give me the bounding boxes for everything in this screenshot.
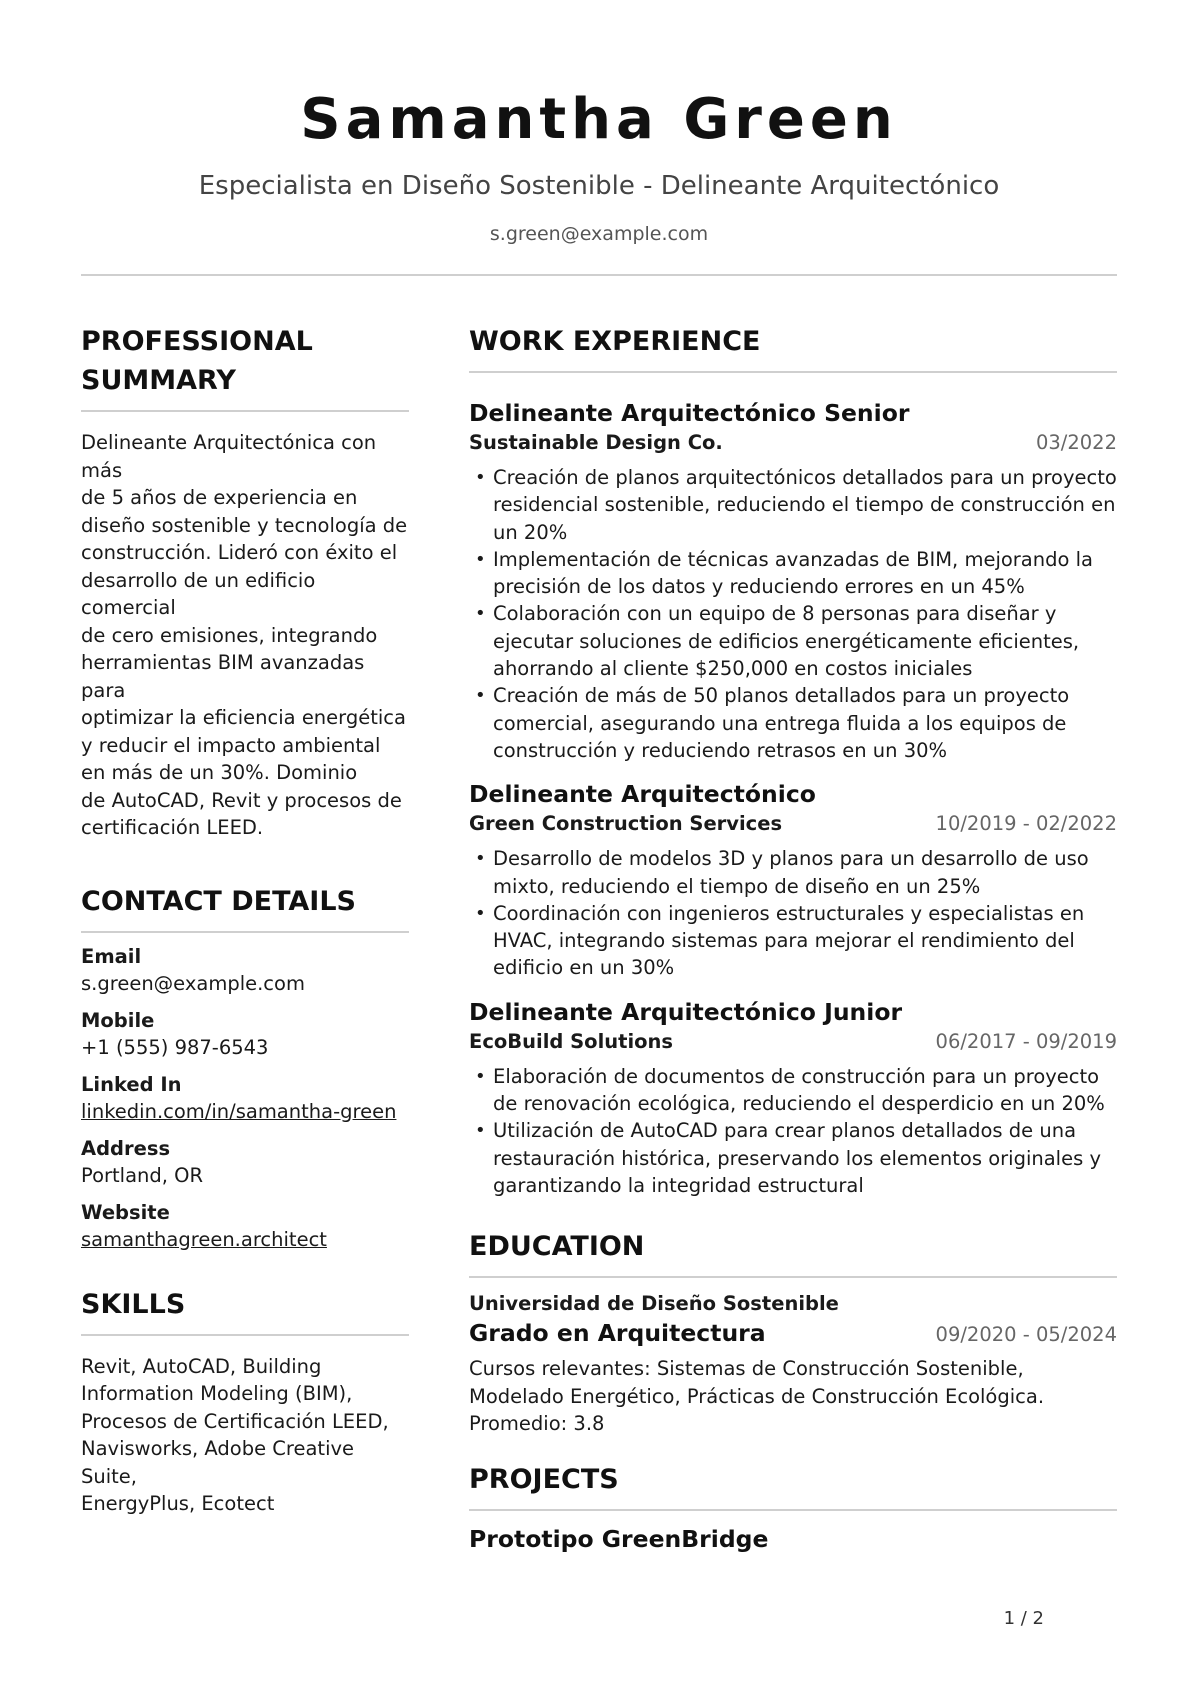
education-school: Universidad de Diseño Sostenible <box>469 1292 839 1316</box>
job-bullets <box>469 845 1117 981</box>
website-label: Website <box>81 1200 170 1224</box>
job-date: 06/2017 - 09/2019 <box>935 1029 1117 1053</box>
education-section <box>469 1227 1117 1438</box>
job-company: Sustainable Design Co. <box>469 431 723 454</box>
job-bullet: • Elaboración de documentos de construcción para un proyecto de renovación ecológica, reduciendo el desperdicio en un 20% <box>469 1063 1117 1118</box>
summary-line: construcción. Lideró con éxito el <box>81 541 398 564</box>
summary-line: de cero emisiones, integrando <box>81 623 378 647</box>
summary-line: diseño sostenible y tecnología de <box>81 513 408 537</box>
summary-line: optimizar la eficiencia energética <box>81 706 406 729</box>
summary-line: Delineante Arquitectónica con más <box>81 431 377 482</box>
summary-divider <box>81 410 409 412</box>
resume-header <box>81 0 1117 276</box>
contact-title: CONTACT DETAILS <box>81 885 356 917</box>
job-date: 10/2019 - 02/2022 <box>935 812 1117 836</box>
job-company: EcoBuild Solutions <box>469 1029 674 1053</box>
education-degree: Grado en Arquitectura <box>469 1319 766 1348</box>
skills-line: Procesos de Certificación LEED, <box>81 1409 389 1433</box>
summary-line: de 5 años de experiencia en <box>81 486 358 509</box>
linkedin-link[interactable]: linkedin.com/in/samantha-green <box>81 1099 397 1123</box>
job-bullet: • Colaboración con un equipo de 8 personas para diseñar y ejecutar soluciones de edificios energéticamente eficientes, ahorrando al cliente $250,000 en costos iniciales <box>469 600 1117 682</box>
job-bullet: • Implementación de técnicas avanzadas de BIM, mejorando la precisión de los datos y reduciendo errores en un 45% <box>469 546 1117 601</box>
job-date: 03/2022 <box>1035 431 1117 454</box>
mobile-label: Mobile <box>81 1008 155 1032</box>
contact-section <box>81 882 409 1253</box>
job-bullets <box>469 1063 1117 1199</box>
job-bullet: • Coordinación con ingenieros estructurales y especialistas en HVAC, integrando sistemas para mejorar el rendimiento del edificio en un 30% <box>469 900 1117 982</box>
education-meta <box>469 1317 1117 1349</box>
summary-line: y reducir el impacto ambiental <box>81 733 381 757</box>
job-entry <box>469 397 1117 764</box>
project-title: Prototipo GreenBridge <box>469 1524 769 1553</box>
projects-divider <box>469 1509 1117 1511</box>
job-entry <box>469 778 1117 981</box>
linkedin-item <box>81 1098 409 1125</box>
work-section <box>469 322 1117 1199</box>
job-bullet: • Desarrollo de modelos 3D y planos para un desarrollo de uso mixto, reduciendo el tiempo de diseño en un 25% <box>469 845 1117 900</box>
job-bullet: • Utilización de AutoCAD para crear planos detallados de una restauración histórica, preservando los elementos originales y garantizando la integridad estructural <box>469 1117 1117 1199</box>
skills-line: Information Modeling (BIM), <box>81 1382 353 1405</box>
education-description: Cursos relevantes: Sistemas de Construcción Sostenible, Modelado Energético, Prácticas de Construcción Ecológica. Promedio: 3.8 <box>469 1357 1045 1436</box>
education-divider <box>469 1276 1117 1278</box>
job-meta <box>469 810 1117 837</box>
skills-divider <box>81 1334 409 1336</box>
header-email: s.green@example.com <box>489 223 709 245</box>
summary-line: desarrollo de un edificio comercial <box>81 568 316 619</box>
linkedin-label: Linked In <box>81 1072 182 1096</box>
summary-line: en más de un 30%. Dominio <box>81 761 358 784</box>
summary-line: certificación LEED. <box>81 816 264 839</box>
website-link[interactable]: samanthagreen.architect <box>81 1227 327 1251</box>
projects-title: PROJECTS <box>469 1463 619 1495</box>
job-bullet: • Creación de planos arquitectónicos detallados para un proyecto residencial sostenible, reduciendo el tiempo de construcción en un 20% <box>469 464 1117 546</box>
skills-line: EnergyPlus, Ecotect <box>81 1492 275 1515</box>
left-column <box>81 322 409 1518</box>
website-item <box>81 1226 409 1253</box>
projects-section <box>469 1460 1117 1555</box>
job-bullets <box>469 464 1117 764</box>
mobile-value: +1 (555) 987-6543 <box>81 1035 269 1059</box>
summary-title <box>81 322 409 400</box>
job-title: Delineante Arquitectónico <box>469 780 816 809</box>
skills-line: Revit, AutoCAD, Building <box>81 1354 322 1378</box>
job-meta <box>469 429 1117 456</box>
resume-page <box>81 0 1117 1683</box>
summary-line: herramientas BIM avanzadas para <box>81 651 365 702</box>
email-value: s.green@example.com <box>81 971 305 995</box>
skills-title: SKILLS <box>81 1288 186 1320</box>
skills-section <box>81 1285 409 1518</box>
job-title: Delineante Arquitectónico Junior <box>469 997 903 1026</box>
summary-title-line1: PROFESSIONAL <box>81 326 313 357</box>
job-company: Green Construction Services <box>469 812 783 836</box>
summary-section <box>81 322 409 842</box>
work-divider <box>469 371 1117 373</box>
job-bullet: • Creación de más de 50 planos detallados para un proyecto comercial, asegurando una entrega fluida a los equipos de construcción y reduciendo retrasos en un 30% <box>469 682 1117 764</box>
education-title: EDUCATION <box>469 1231 645 1263</box>
candidate-tagline: Especialista en Diseño Sostenible - Delineante Arquitectónico <box>198 171 1000 201</box>
right-column <box>469 322 1117 1555</box>
skills-line: Navisworks, Adobe Creative Suite, <box>81 1437 355 1488</box>
skills-text <box>81 1353 409 1518</box>
address-label: Address <box>81 1136 171 1160</box>
work-title: WORK EXPERIENCE <box>469 326 761 357</box>
job-title: Delineante Arquitectónico Senior <box>469 399 910 427</box>
summary-title-line2: SUMMARY <box>81 365 236 396</box>
header-divider <box>81 274 1117 276</box>
job-entry <box>469 996 1117 1199</box>
address-value: Portland, OR <box>81 1163 204 1187</box>
contact-divider <box>81 931 409 933</box>
candidate-name: Samantha Green <box>300 87 898 152</box>
summary-text <box>81 429 409 842</box>
job-meta <box>469 1028 1117 1055</box>
education-date: 09/2020 - 05/2024 <box>935 1323 1117 1347</box>
page-number: 1 / 2 <box>1003 1608 1044 1629</box>
email-label: Email <box>81 944 142 968</box>
summary-line: de AutoCAD, Revit y procesos de <box>81 788 402 812</box>
